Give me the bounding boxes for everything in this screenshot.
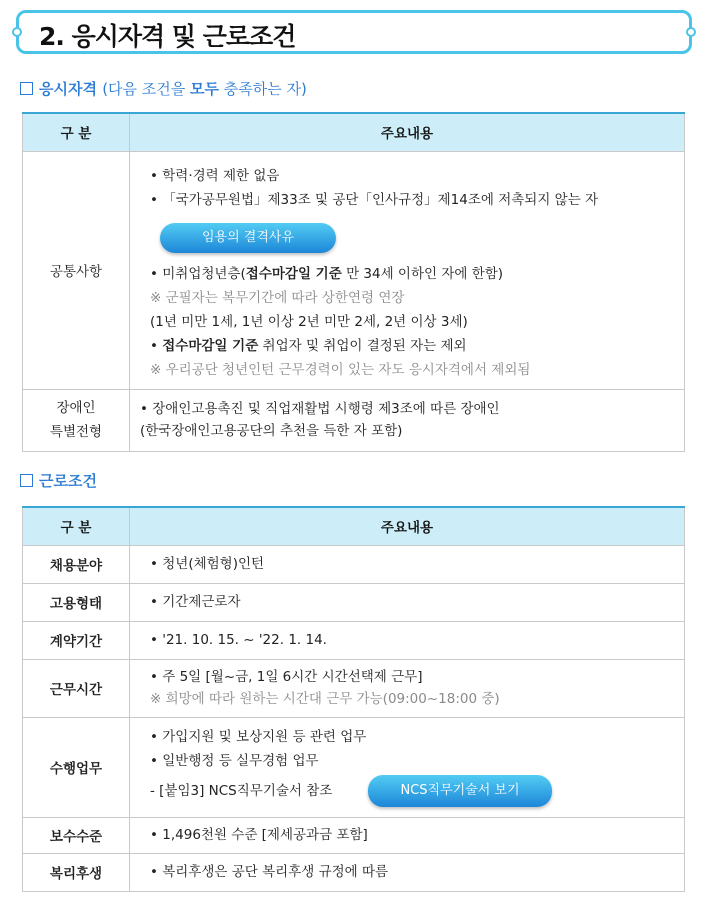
common-line-3: • 미취업청년층(접수마감일 기준 만 34세 이하인 자에 한함)	[150, 266, 504, 282]
condition-label: 계약기간	[23, 621, 130, 659]
header-content: 주요내용	[130, 507, 685, 545]
condition-line: • 기간제근로자	[150, 594, 241, 610]
header-category: 구 분	[23, 507, 130, 545]
disabled-label-line-2: 특별전형	[49, 424, 103, 440]
condition-row-welfare	[23, 853, 685, 891]
condition-label: 수행업무	[23, 717, 130, 817]
condition-content	[130, 621, 685, 659]
condition-line: • 주 5일 [월~금, 1일 6시간 시간선택제 근무]	[150, 669, 423, 685]
conditions-heading-text: 근로조건	[39, 472, 97, 490]
disqualification-reasons-button[interactable]: 임용의 결격사유	[160, 223, 336, 253]
condition-label: 고용형태	[23, 583, 130, 621]
title-left-dot	[12, 27, 22, 37]
condition-row-hours	[23, 659, 685, 717]
condition-line: • '21. 10. 15. ~ '22. 1. 14.	[150, 632, 327, 648]
condition-row-pay	[23, 817, 685, 853]
conditions-table	[22, 506, 685, 892]
common-line-7: ※ 우리공단 청년인턴 근무경력이 있는 자도 응시자격에서 제외됨	[150, 362, 531, 378]
header-category: 구 분	[23, 113, 130, 151]
ncs-job-description-button[interactable]: NCS직무기술서 보기	[368, 775, 552, 807]
condition-line: • 가입지원 및 보상지원 등 관련 업무	[150, 729, 367, 745]
condition-line-with-button	[150, 774, 684, 808]
conditions-header-row	[23, 507, 685, 545]
condition-row-employment	[23, 583, 685, 621]
common-line-2: • 「국가공무원법」제33조 및 공단「인사규정」제14조에 저촉되지 않는 자	[150, 192, 599, 208]
condition-line: • 복리후생은 공단 복리후생 규정에 따름	[150, 864, 389, 880]
disabled-label-line-1: 장애인	[56, 400, 96, 416]
section-title: 2. 응시자격 및 근로조건	[39, 22, 296, 51]
condition-content	[130, 545, 685, 583]
disabled-line-2: (한국장애인고용공단의 추천을 득한 자 포함)	[140, 423, 403, 439]
header-content: 주요내용	[130, 113, 685, 151]
disabled-row	[23, 389, 685, 451]
common-line-6: • 접수마감일 기준 취업자 및 취업이 결정된 자는 제외	[150, 338, 467, 354]
qualification-header-row	[23, 113, 685, 151]
condition-row-contract	[23, 621, 685, 659]
disabled-content	[130, 389, 685, 451]
qualification-table	[22, 112, 685, 452]
conditions-heading	[20, 470, 97, 491]
common-label: 공통사항	[23, 151, 130, 389]
condition-row-field	[23, 545, 685, 583]
common-line-1: • 학력·경력 제한 없음	[150, 168, 280, 184]
section-title-bar	[16, 10, 692, 54]
condition-line: ※ 희망에 따라 원하는 시간대 근무 가능(09:00~18:00 중)	[150, 691, 500, 707]
condition-content	[130, 717, 685, 817]
disabled-label	[23, 389, 130, 451]
title-right-dot	[686, 27, 696, 37]
condition-content	[130, 817, 685, 853]
condition-line: - [붙임3] NCS직무기술서 참조	[150, 783, 333, 799]
qualification-heading-note: (다음 조건을 모두 충족하는 자)	[102, 80, 307, 98]
disabled-line-1: • 장애인고용촉진 및 직업재활법 시행령 제3조에 따른 장애인	[140, 401, 500, 417]
condition-row-duties	[23, 717, 685, 817]
common-line-5: (1년 미만 1세, 1년 이상 2년 미만 2세, 2년 이상 3세)	[150, 314, 468, 330]
condition-label: 보수수준	[23, 817, 130, 853]
common-row	[23, 151, 685, 389]
square-bullet-icon	[20, 474, 33, 487]
square-bullet-icon	[20, 82, 33, 95]
condition-label: 채용분야	[23, 545, 130, 583]
common-line-4: ※ 군필자는 복무기간에 따라 상한연령 연장	[150, 290, 405, 306]
qualification-heading-text: 응시자격	[39, 80, 97, 98]
condition-label: 근무시간	[23, 659, 130, 717]
condition-content	[130, 659, 685, 717]
qualification-heading	[20, 78, 307, 99]
condition-line: • 일반행정 등 실무경험 업무	[150, 753, 319, 769]
condition-line: • 청년(체험형)인턴	[150, 556, 265, 572]
common-content	[130, 151, 685, 389]
condition-label: 복리후생	[23, 853, 130, 891]
condition-content	[130, 853, 685, 891]
condition-content	[130, 583, 685, 621]
condition-line: • 1,496천원 수준 [제세공과금 포함]	[150, 827, 368, 843]
